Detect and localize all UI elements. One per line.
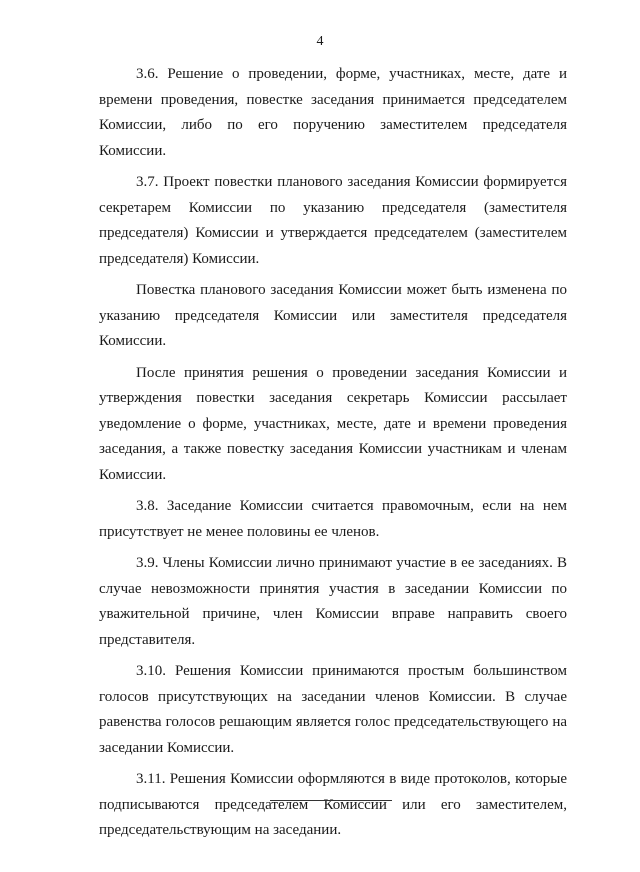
document-body	[99, 62, 567, 850]
paragraph-3-6: 3.6. Решение о проведении, форме, участниках, месте, дате и времени проведения, повестке заседания принимается председателем Комиссии, либо по его поручению заместителем председателя Комиссии.	[99, 66, 567, 159]
paragraph-3-10: 3.10. Решения Комиссии принимаются простым большинством голосов присутствующих на заседании членов Комиссии. В случае равенства голосов решающим является голос председательствующего на заседании Комиссии.	[99, 663, 567, 756]
page-number: 4	[316, 34, 324, 49]
paragraph-3-9: 3.9. Члены Комиссии лично принимают участие в ее заседаниях. В случае невозможности принятия участия в заседании Комиссии по уважительной причине, член Комиссии вправе направить своего представителя.	[99, 555, 567, 648]
end-divider-line	[270, 800, 392, 801]
paragraph-3-8: 3.8. Заседание Комиссии считается правомочным, если на нем присутствует не менее половины ее членов.	[99, 498, 567, 540]
paragraph-3-11: 3.11. Решения Комиссии оформляются в виде протоколов, которые подписываются председателем Комиссии или его заместителем, председательствующим на заседании.	[99, 771, 567, 838]
paragraph-3-7: 3.7. Проект повестки планового заседания Комиссии формируется секретарем Комиссии по указанию председателя (заместителя председателя) Комиссии и утверждается председателем (заместителем председателя) Комиссии.	[99, 174, 567, 267]
paragraph-agenda-change: Повестка планового заседания Комиссии может быть изменена по указанию председателя Комиссии или заместителя председателя Комиссии.	[99, 282, 567, 349]
paragraph-notification: После принятия решения о проведении заседания Комиссии и утверждения повестки заседания секретарь Комиссии рассылает уведомление о форме, участниках, месте, дате и времени проведения заседания, а также повестку заседания Комиссии участникам и членам Комиссии.	[99, 364, 567, 483]
